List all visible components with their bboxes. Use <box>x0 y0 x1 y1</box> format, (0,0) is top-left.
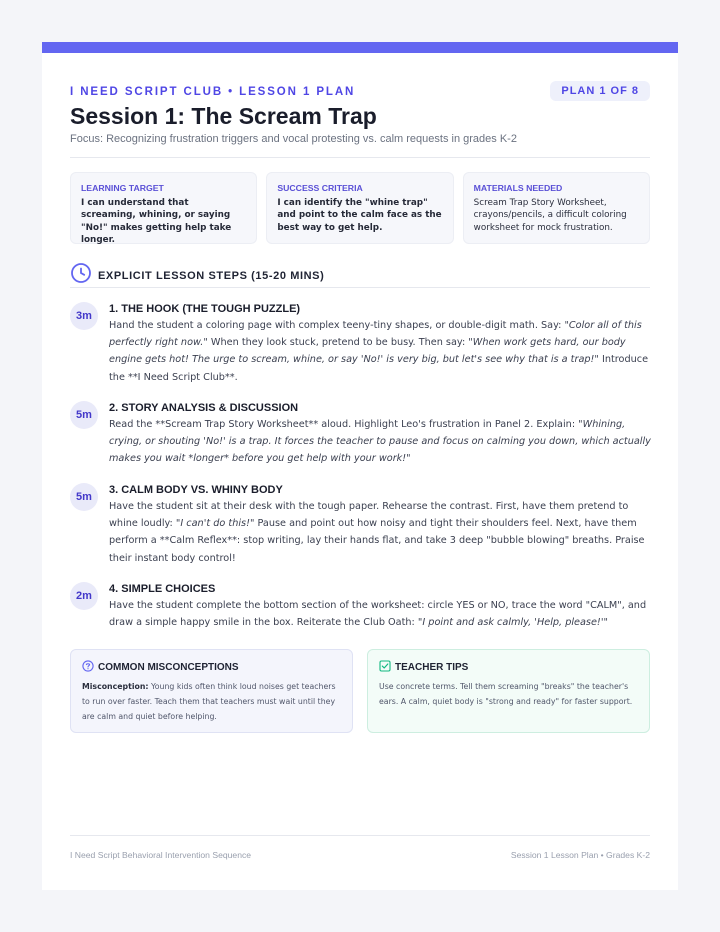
step-title: 1. THE HOOK (THE TOUGH PUZZLE) <box>109 303 301 315</box>
clock-icon <box>70 262 92 289</box>
page-title: Session 1: The Scream Trap <box>70 103 377 129</box>
header-divider <box>70 157 650 158</box>
box-body: Misconception: Young kids often think loud noises get teachers to run over faster. Teach them that teachers must wait until they are calm and quiet before helping. <box>82 682 336 721</box>
step-text: Hand the student a coloring page with complex teeny-tiny shapes, or double-digit math. Say: "Color all of this perfectly right now." When they look stuck, pretend to be busy. Then say: "When work gets hard, our body engine gets hot! The urge to scream, whine, or say 'No!' is very big, but let's see why that is a trap!" Introduce the **I Need Script Club**. <box>109 320 649 383</box>
card-body: I can identify the "whine trap" and point to the calm face as the best way to get help. <box>277 198 442 233</box>
step-title: 3. CALM BODY VS. WHINY BODY <box>109 484 283 496</box>
accent-bar <box>42 42 678 53</box>
duration-badge: 2m <box>70 582 98 610</box>
teacher-tips-box <box>367 649 650 733</box>
footer-series: I Need Script Behavioral Intervention Sequence <box>70 850 252 860</box>
lesson-plan-page <box>42 42 678 890</box>
objective-cards <box>70 172 650 244</box>
card-heading: LEARNING TARGET <box>81 183 164 193</box>
learning-target-card <box>70 172 257 244</box>
box-heading: COMMON MISCONCEPTIONS <box>98 662 239 673</box>
question-circle-icon <box>82 660 98 675</box>
misconceptions-box <box>70 649 353 733</box>
section-divider <box>70 287 650 288</box>
card-body: Scream Trap Story Worksheet, crayons/pencils, a difficult coloring worksheet for mock frustration. <box>473 198 627 233</box>
step-title: 2. STORY ANALYSIS & DISCUSSION <box>109 402 299 414</box>
step-title: 4. SIMPLE CHOICES <box>109 583 216 595</box>
section-title: EXPLICIT LESSON STEPS (15-20 MINS) <box>98 269 325 282</box>
card-heading: MATERIALS NEEDED <box>473 183 563 193</box>
footer-page-info: Session 1 Lesson Plan • Grades K-2 <box>510 850 650 860</box>
lesson-steps-heading <box>70 262 324 289</box>
check-square-icon <box>379 660 395 675</box>
success-criteria-card <box>266 172 453 244</box>
box-heading: TEACHER TIPS <box>395 662 469 673</box>
step-text: Have the student sit at their desk with the tough paper. Rehearse the contrast. First, have them pretend to whine loudly: "I can't do this!" Pause and point out how noisy and tight their shoulders feel. Next, have them perform a **Calm Reflex**: stop writing, lay their hands flat, and take 3 deep "bubble blowing" breaths. Praise their instant body control! <box>109 501 645 564</box>
duration-badge: 5m <box>70 401 98 429</box>
step-text: Read the **Scream Trap Story Worksheet** aloud. Highlight Leo's frustration in Panel 2. Explain: "Whining, crying, or shouting 'No!' is a trap. It forces the teacher to pause and focus on calming you down, which actually makes you wait *longer* before you get help with your work!" <box>109 419 651 465</box>
focus-subtitle: Focus: Recognizing frustration triggers and vocal protesting vs. calm requests in grades K-2 <box>70 133 517 145</box>
series-kicker: I NEED SCRIPT CLUB • LESSON 1 PLAN <box>70 86 356 98</box>
materials-card <box>463 172 650 244</box>
step-text: Have the student complete the bottom section of the worksheet: circle YES or NO, trace the word "CALM", and draw a simple happy smile in the box. Reiterate the Club Oath: "I point and ask calmly, 'Help, please!'" <box>109 600 647 629</box>
card-heading: SUCCESS CRITERIA <box>277 183 363 193</box>
duration-badge: 3m <box>70 302 98 330</box>
box-body: Use concrete terms. Tell them screaming "breaks" the teacher's ears. A calm, quiet body is "strong and ready" for faster support. <box>379 682 633 706</box>
card-body: I can understand that screaming, whining, or saying "No!" makes getting help take longer. <box>81 198 232 245</box>
duration-badge: 5m <box>70 483 98 511</box>
plan-badge: PLAN 1 OF 8 <box>550 81 650 101</box>
footer-divider <box>70 835 650 836</box>
